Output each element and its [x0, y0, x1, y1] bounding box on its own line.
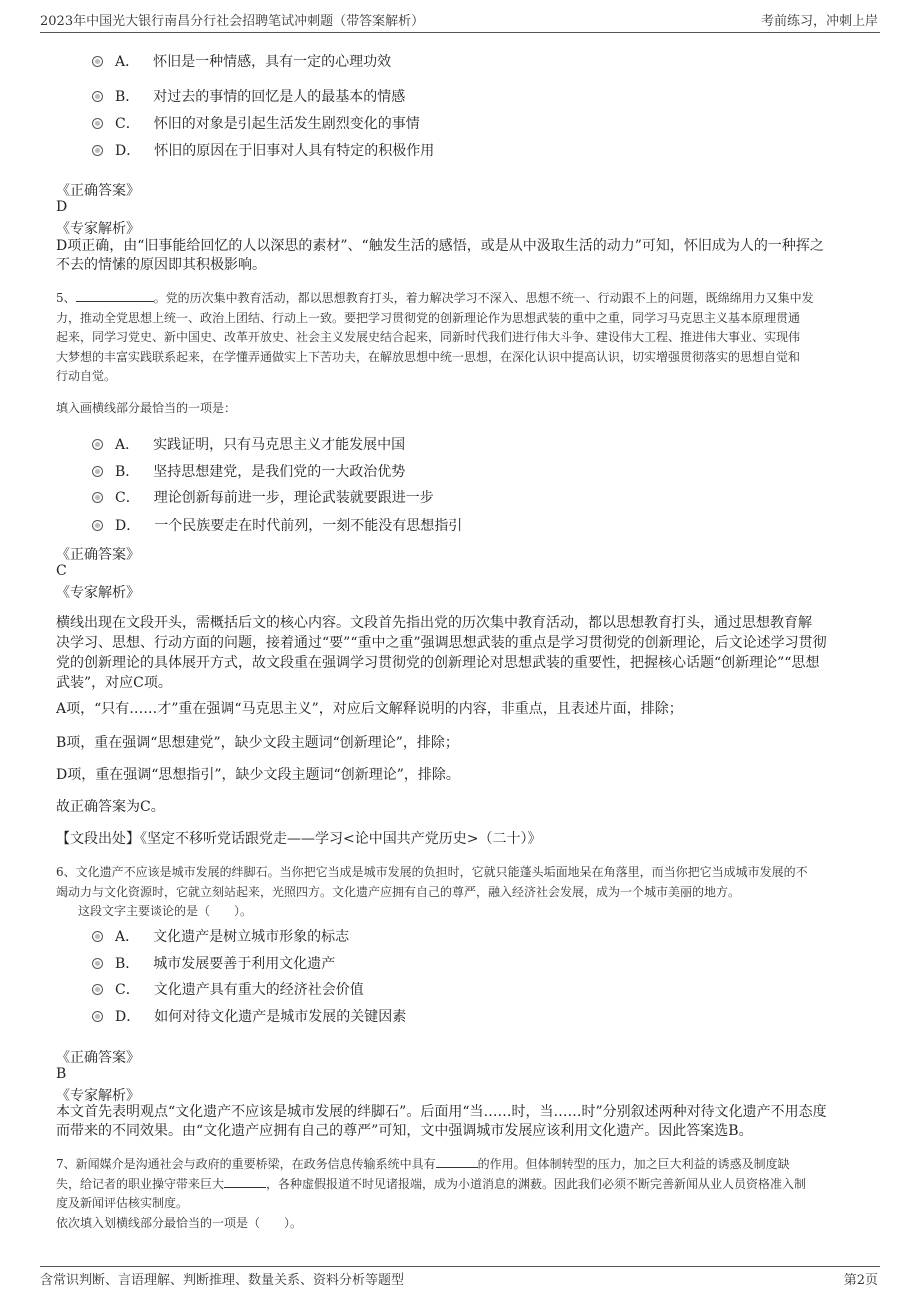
- radio-icon[interactable]: [92, 984, 103, 995]
- radio-icon[interactable]: [92, 958, 103, 969]
- document-title: 2023年中国光大银行南昌分行社会招聘笔试冲刺题（带答案解析）: [40, 14, 425, 29]
- q6-option-b[interactable]: B． 城市发展要善于利用文化遗产: [92, 953, 335, 973]
- q5-prompt: 填入画横线部分最恰当的一项是：: [56, 401, 237, 415]
- footer-text: 含常识判断、言语理解、判断推理、数量关系、资料分析等题型: [40, 1273, 405, 1288]
- answer-blank: [436, 1155, 478, 1168]
- radio-icon[interactable]: [92, 118, 103, 129]
- radio-icon[interactable]: [92, 91, 103, 102]
- radio-icon[interactable]: [92, 145, 103, 156]
- q5-option-d-explain: D项，重在强调“思想指引”，缺少文段主题词“创新理论”，排除。: [56, 767, 460, 783]
- q5-option-d[interactable]: D． 一个民族要走在时代前列，一刻不能没有思想指引: [92, 515, 462, 535]
- answer-blank: [76, 289, 154, 302]
- q6-answer: B: [56, 1066, 67, 1082]
- q6-option-a[interactable]: A． 文化遗产是树立城市形象的标志: [92, 926, 349, 946]
- radio-icon[interactable]: [92, 520, 103, 531]
- q4-analysis-label: 《专家解析》: [56, 221, 140, 237]
- q5-option-b-explain: B项，重在强调“思想建党”，缺少文段主题词“创新理论”，排除；: [56, 735, 459, 751]
- q5-analysis: 横线出现在文段开头，需概括后文的核心内容。文段首先指出党的历次集中教育活动，都以思想教育打头，通过思想教育解 决学习、思想、行动方面的问题，接着通过“要”“重中之重”强调思想武装的重点是学习贯彻党的创新理论，后文论述学习贯彻 党的创新理论的具体展开方式，故文段重在强调学习贯彻党的创新理论对思想武装的重要性，把握核心话题“创新理论”“思想 武装”，对应C项。: [56, 615, 827, 691]
- q4-option-a[interactable]: A． 怀旧是一种情感，具有一定的心理功效: [92, 51, 391, 71]
- radio-icon[interactable]: [92, 466, 103, 477]
- q4-option-c[interactable]: C． 怀旧的对象是引起生活发生剧烈变化的事情: [92, 113, 420, 133]
- q6-prompt: 这段文字主要谈论的是（ ）。: [78, 904, 253, 918]
- q6-option-c[interactable]: C． 文化遗产具有重大的经济社会价值: [92, 979, 364, 999]
- radio-icon[interactable]: [92, 1011, 103, 1022]
- q5-option-a-explain: A项，“只有……才”重在强调“马克思主义”，对应后文解释说明的内容，非重点，且表述片面，排除；: [56, 701, 683, 717]
- radio-icon[interactable]: [92, 931, 103, 942]
- q6-analysis: 本文首先表明观点“文化遗产不应该是城市发展的绊脚石”。后面用“当……时，当……时”分别叙述两种对待文化遗产不用态度 而带来的不同效果。由“文化遗产应拥有自己的尊严”可知，文中强调城市发展应该利用文化遗产。因此答案选B。: [56, 1104, 827, 1139]
- q4-option-d[interactable]: D． 怀旧的原因在于旧事对人具有特定的积极作用: [92, 140, 434, 160]
- radio-icon[interactable]: [92, 56, 103, 67]
- q5-option-c[interactable]: C． 理论创新每前进一步，理论武装就要跟进一步: [92, 487, 434, 507]
- q6-analysis-label: 《专家解析》: [56, 1088, 140, 1104]
- q4-answer: D: [56, 199, 68, 215]
- q5-answer-label: 《正确答案》: [56, 547, 140, 563]
- q4-answer-label: 《正确答案》: [56, 183, 140, 199]
- q6-stem: 6、文化遗产不应该是城市发展的绊脚石。当你把它当成是城市发展的负担时，它就只能蓬头垢面地呆在角落里，而当你把它当成城市发展的不 竭动力与文化资源时，它就立刻站起来，光照四方。文化遗产应拥有自己的尊严，融入经济社会发展，成为一个城市美丽的地方。: [56, 865, 808, 899]
- footer-rule: [40, 1266, 880, 1267]
- q5-source: 【文段出处】《坚定不移听党话跟党走——学习<论中国共产党历史>（二十）》: [56, 831, 542, 847]
- q5-answer: C: [56, 563, 67, 579]
- q5-stem: 5、 。党的历次集中教育活动，都以思想教育打头，着力解决学习不深入、思想不统一、行动跟不上的问题，既绵绵用力又集中发 力，推动全党思想上统一、政治上团结、行动上一致。要把学习贯彻党的创新理论作为思想武装的重中之重，同学习马克思主义基本原理贯通 起来，同学习党史、新中国史、改革开放史、社会主义发展史结合起来，同新时代我们进行伟大斗争、建设伟大工程、推进伟大事业、实现伟 大梦想的丰富实践联系起来，在学懂弄通做实上下苦功夫，在解放思想中统一思想，在深化认识中提高认识，切实增强贯彻落实的思想自觉和 行动自觉。: [56, 291, 814, 383]
- q5-analysis-label: 《专家解析》: [56, 585, 140, 601]
- header-slogan: 考前练习，冲刺上岸: [760, 14, 878, 29]
- header-rule: [40, 32, 880, 33]
- answer-blank: [224, 1175, 266, 1188]
- q6-answer-label: 《正确答案》: [56, 1050, 140, 1066]
- radio-icon[interactable]: [92, 492, 103, 503]
- q4-option-b[interactable]: B． 对过去的事情的回忆是人的最基本的情感: [92, 86, 405, 106]
- page-number: 第2页: [843, 1273, 878, 1288]
- q7-stem: 7、新闻媒介是沟通社会与政府的重要桥梁，在政务信息传输系统中具有 的作用。但体制转型的压力，加之巨大利益的诱惑及制度缺 失，给记者的职业操守带来巨大 ，各种虚假报道不时见诸报端，成为小道消息的渊薮。因此我们必须不断完善新闻从业人员资格准入制 度及新闻评估核实制度。 依次填入划横线部分最恰当的一项是（ ）。: [56, 1157, 807, 1230]
- q5-option-a[interactable]: A． 实践证明，只有马克思主义才能发展中国: [92, 434, 405, 454]
- q5-option-b[interactable]: B． 坚持思想建党，是我们党的一大政治优势: [92, 461, 405, 481]
- radio-icon[interactable]: [92, 439, 103, 450]
- q6-option-d[interactable]: D． 如何对待文化遗产是城市发展的关键因素: [92, 1006, 406, 1026]
- q4-analysis: D项正确，由“旧事能给回忆的人以深思的素材”、“触发生活的感悟，或是从中汲取生活的动力”可知，怀旧成为人的一种挥之 不去的情愫的原因即其积极影响。: [56, 238, 824, 273]
- q5-conclusion: 故正确答案为C。: [56, 799, 165, 815]
